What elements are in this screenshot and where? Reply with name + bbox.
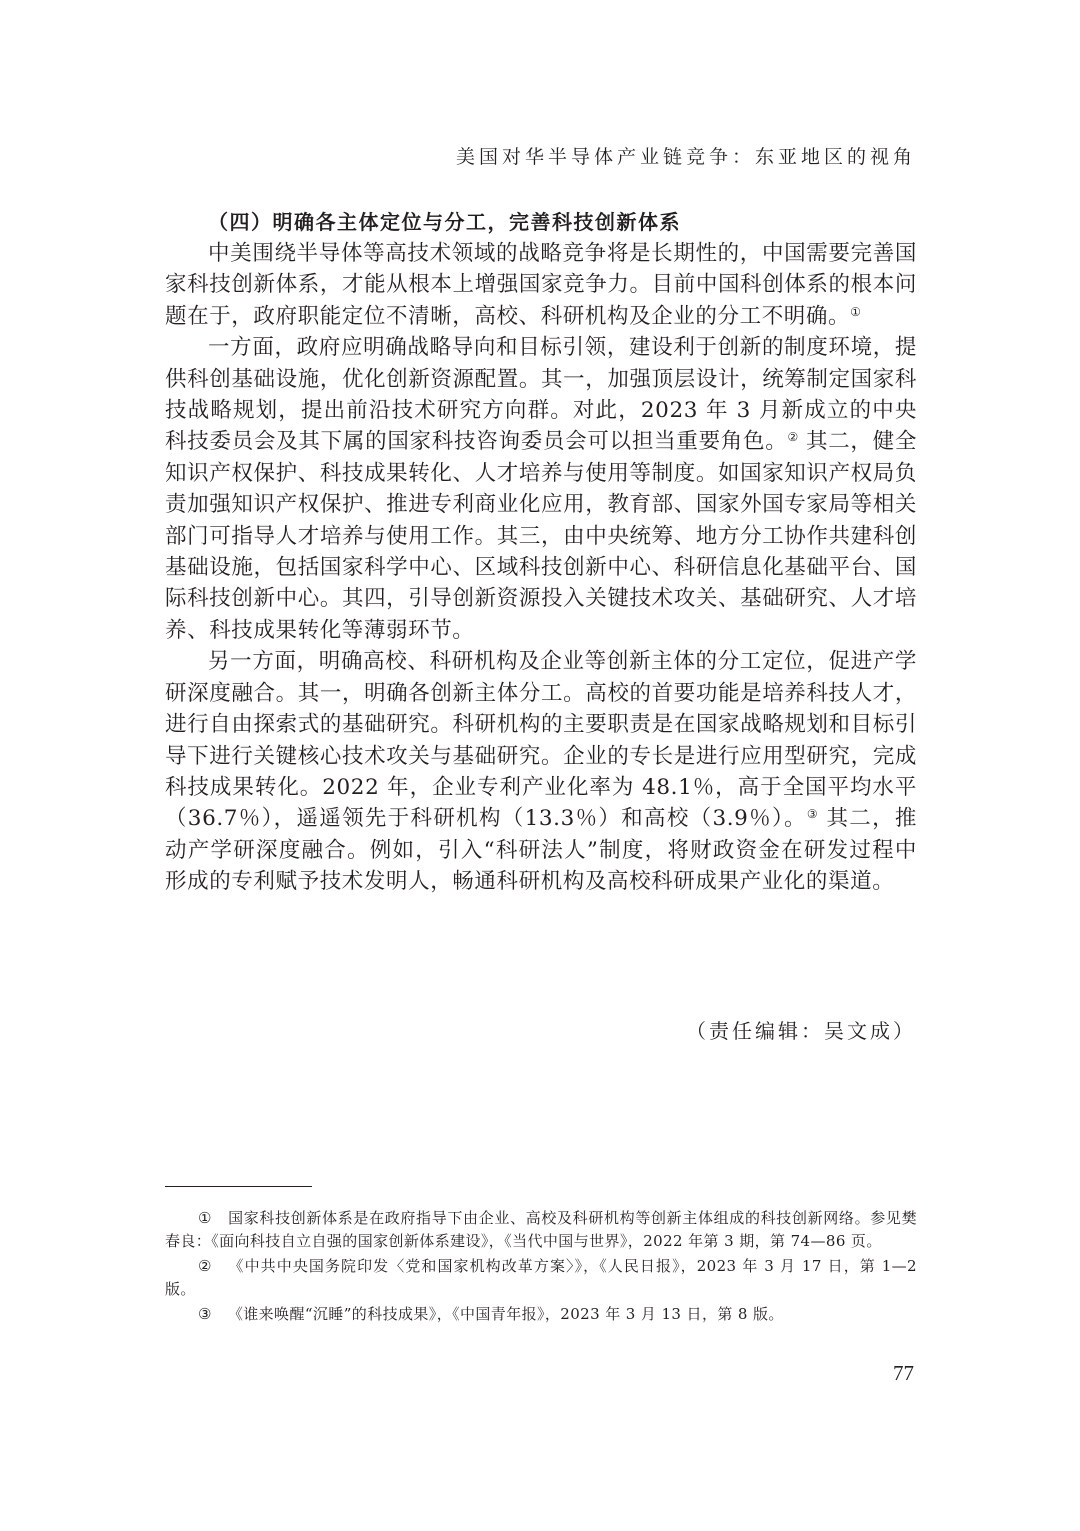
page-number: 77: [893, 1361, 914, 1385]
footnote-1: [165, 1207, 917, 1252]
paragraph-3-text-after: 其二，推动产学研深度融合。例如，引入“科研法人”制度，将财政资金在研发过程中形成的专利赋予技术发明人，畅通科研机构及高校科研成果产业化的渠道。: [165, 806, 917, 895]
footnote-ref-1: ①: [850, 304, 861, 319]
paragraph-2-text-before: 一方面，政府应明确战略导向和目标引领，建设利于创新的制度环境，提供科创基础设施，优化创新资源配置。其一，加强顶层设计，统筹制定国家科技战略规划，提出前沿技术研究方向群。对此，2023 年 3 月新成立的中央科技委员会及其下属的国家科技咨询委员会可以担当重要角色。: [165, 335, 917, 455]
footnote-3: [165, 1303, 917, 1326]
footnote-2-mark: ②: [198, 1257, 213, 1275]
paragraph-1-text: 中美围绕半导体等高技术领域的战略竞争将是长期性的，中国需要完善国家科技创新体系，才能从根本上增强国家竞争力。目前中国科创体系的根本问题在于，政府职能定位不清晰，高校、科研机构及企业的分工不明确。: [165, 241, 917, 329]
footnote-2: [165, 1255, 917, 1300]
section-heading: （四）明确各主体定位与分工，完善科技创新体系: [208, 210, 681, 234]
footnote-2-text: 《中共中央国务院印发〈党和国家机构改革方案〉》，《人民日报》，2023 年 3 月 17 日，第 1—2 版。: [165, 1257, 917, 1298]
running-header: 美国对华半导体产业链竞争：东亚地区的视角: [455, 146, 916, 168]
footnotes: [165, 1207, 917, 1329]
footnote-1-text: 国家科技创新体系是在政府指导下由企业、高校及科研机构等创新主体组成的科技创新网络。参见樊春良：《面向科技自立自强的国家创新体系建设》，《当代中国与世界》，2022 年第 3 期，第 74—86 页。: [165, 1209, 917, 1250]
footnote-3-text: 《谁来唤醒“沉睡”的科技成果》，《中国青年报》，2023 年 3 月 13 日，第 8 版。: [227, 1305, 784, 1323]
footnote-1-mark: ①: [198, 1209, 213, 1227]
paragraph-3: [165, 646, 917, 897]
paragraph-2-text-after: 其二，健全知识产权保护、科技成果转化、人才培养与使用等制度。如国家知识产权局负责加强知识产权保护、推进专利商业化应用，教育部、国家外国专家局等相关部门可指导人才培养与使用工作。其三，由中央统筹、地方分工协作共建科创基础设施，包括国家科学中心、区域科技创新中心、科研信息化基础平台、国际科技创新中心。其四，引导创新资源投入关键技术攻关、基础研究、人才培养、科技成果转化等薄弱环节。: [165, 429, 917, 643]
footnote-3-mark: ③: [198, 1305, 212, 1323]
footnote-ref-2: ②: [787, 430, 799, 445]
paragraph-3-text-before: 另一方面，明确高校、科研机构及企业等创新主体的分工定位，促进产学研深度融合。其一，明确各创新主体分工。高校的首要功能是培养科技人才，进行自由探索式的基础研究。科研机构的主要职责是在国家战略规划和目标引导下进行关键核心技术攻关与基础研究。企业的专长是进行应用型研究，完成科技成果转化。2022 年，企业专利产业化率为 48.1％，高于全国平均水平（36.7％），遥遥领先于科研机构（13.3％）和高校（3.9％）。: [165, 649, 917, 832]
editor-credit: （责任编辑：吴文成）: [686, 1019, 916, 1043]
paragraph-2: [165, 332, 917, 646]
footnote-ref-3: ③: [806, 807, 819, 822]
article-body: [165, 238, 917, 898]
paragraph-1: [165, 238, 917, 332]
footnote-divider: [165, 1186, 312, 1187]
